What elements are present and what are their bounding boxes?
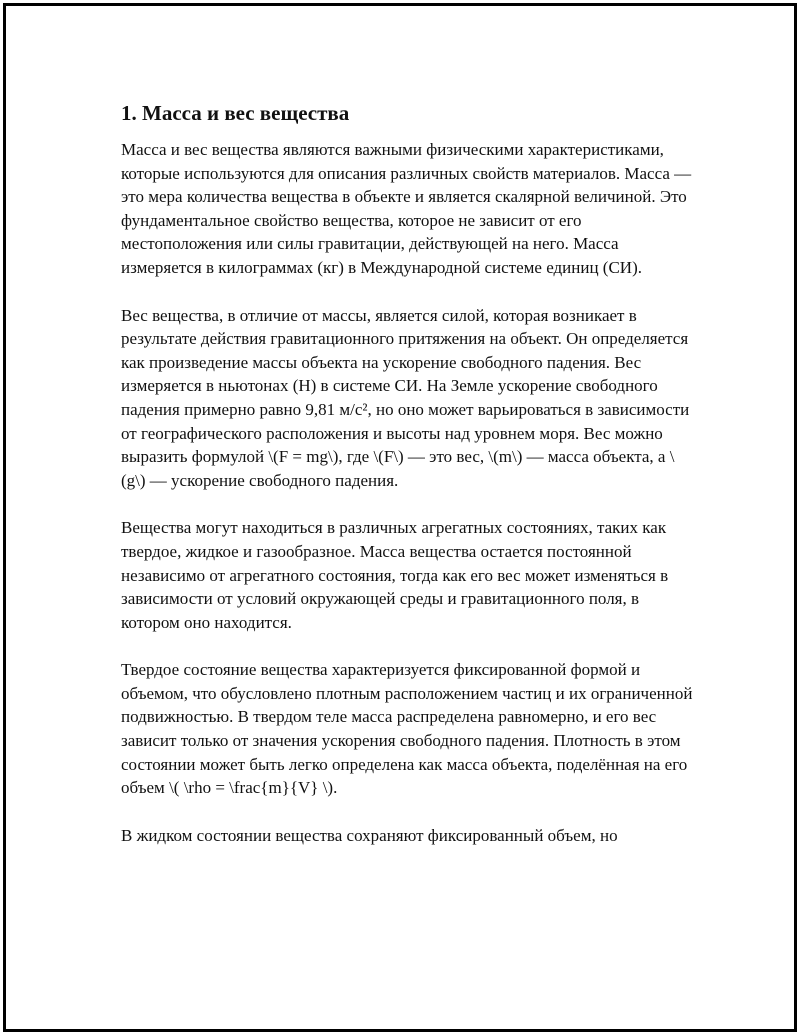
- paragraph-liquid-state: В жидком состоянии вещества сохраняют фиксированный объем, но: [121, 825, 618, 845]
- paragraph-solid-state: Твердое состояние вещества характеризуется фиксированной формой и объемом, что обусловлено плотным расположением частиц и их ограниченной подвижностью. В твердом теле масса распределена равномерно, и его вес зависит только от значения ускорения свободного падения. Плотность в этом состоянии может быть легко определена как масса объекта, поделённая на его объем \( \rho = \frac{m}{V} \).: [121, 660, 693, 798]
- document-body: [121, 98, 696, 871]
- paragraph-weight-definition: Вес вещества, в отличие от массы, является силой, которая возникает в результате действия гравитационного притяжения на объект. Он определяется как произведение массы объекта на ускорение свободного падения. Вес измеряется в ньютонах (Н) в системе СИ. На Земле ускорение свободного падения примерно равно 9,81 м/с², но оно может варьироваться в зависимости от географического расположения и высоты над уровнем моря. Вес можно выразить формулой \(F = mg\), где \(F\) — это вес, \(m\) — масса объекта, а \(g\) — ускорение свободного падения.: [121, 305, 690, 490]
- paragraph-mass-definition: Масса и вес вещества являются важными физическими характеристиками, которые используются для описания различных свойств материалов. Масса — это мера количества вещества в объекте и является скалярной величиной. Это фундаментальное свойство вещества, которое не зависит от его местоположения или силы гравитации, действующей на него. Масса измеряется в килограммах (кг) в Международной системе единиц (СИ).: [121, 140, 692, 277]
- page-frame: [3, 3, 797, 1032]
- paragraph-aggregate-states: Вещества могут находиться в различных агрегатных состояниях, таких как твердое, жидкое и газообразное. Масса вещества остается постоянной независимо от агрегатного состояния, тогда как его вес может изменяться в зависимости от условий окружающей среды и гравитационного поля, в котором оно находится.: [121, 518, 669, 632]
- section-heading: 1. Масса и вес вещества: [121, 101, 350, 125]
